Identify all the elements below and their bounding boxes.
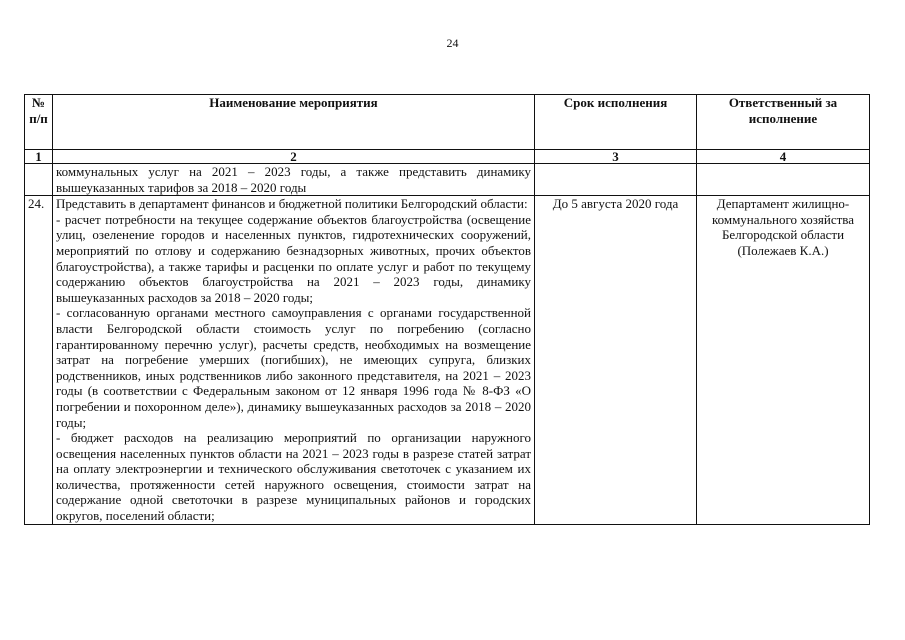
responsible-cell bbox=[697, 164, 870, 196]
responsible-cell: Департамент жилищно-коммунального хозяйства Белгородской области (Полежаев К.А.) bbox=[697, 196, 870, 524]
header-responsible: Ответственный за исполнение bbox=[697, 95, 870, 150]
header-deadline: Срок исполнения bbox=[535, 95, 697, 150]
measure-paragraph: - расчет потребности на текущее содержание объектов благоустройства (освещение улиц, озеленение городов и населенных пунктов, гидротехнических сооружений, мероприятий по отлову и содержанию безнадзорных животных, прочих объектов благоустройства), а также тарифы и расценки по оплате услуг и работ по текущему содержанию объектов благоустройства на 2021 – 2023 годы, динамику вышеуказанных расходов за 2018 – 2020 годы; bbox=[56, 211, 531, 305]
continuation-text: коммунальных услуг на 2021 – 2023 годы, а также представить динамику вышеуказанных тарифов за 2018 – 2020 годы bbox=[56, 164, 531, 195]
column-number: 2 bbox=[53, 150, 535, 164]
measure-paragraph: Представить в департамент финансов и бюджетной политики Белгородский области: bbox=[56, 196, 528, 212]
header-measure-name: Наименование мероприятия bbox=[53, 95, 535, 150]
column-number-row bbox=[25, 150, 870, 164]
deadline-cell bbox=[535, 164, 697, 196]
table-row bbox=[25, 196, 870, 524]
column-number: 3 bbox=[535, 150, 697, 164]
header-number: № п/п bbox=[25, 95, 53, 150]
continuation-row bbox=[25, 164, 870, 196]
measures-table bbox=[24, 94, 870, 525]
column-number: 4 bbox=[697, 150, 870, 164]
page-number: 24 bbox=[446, 36, 459, 50]
row-number bbox=[25, 164, 53, 196]
measure-description bbox=[53, 196, 535, 524]
measure-description bbox=[53, 164, 535, 196]
row-number: 24. bbox=[25, 196, 53, 524]
measure-paragraph: - согласованную органами местного самоуправления с органами государственной власти Белгородской области стоимость услуг по погребению (согласно гарантированному перечню услуг), расчеты средств, необходимых на возмещение затрат на погребение умерших (погибших), не имеющих супруга, близких родственников, иных родственников либо законного представителя, на 2021 – 2023 годы (в соответствии с Федеральным законом от 12 января 1996 года № 8-ФЗ «О погребении и похоронном деле»), динамику вышеуказанных расходов за 2018 – 2020 годы; bbox=[56, 305, 531, 430]
header-row bbox=[25, 95, 870, 150]
deadline-cell: До 5 августа 2020 года bbox=[535, 196, 697, 524]
measure-paragraph: - бюджет расходов на реализацию мероприятий по организации наружного освещения населенных пунктов области на 2021 – 2023 годы в разрезе статей затрат на оплату электроэнергии и технического обслуживания светоточек с указанием их количества, протяженности сетей наружного освещения, стоимости затрат на содержание одной светоточки в разрезе муниципальных районов и городских округов, поселений области; bbox=[56, 430, 531, 524]
column-number: 1 bbox=[25, 150, 53, 164]
